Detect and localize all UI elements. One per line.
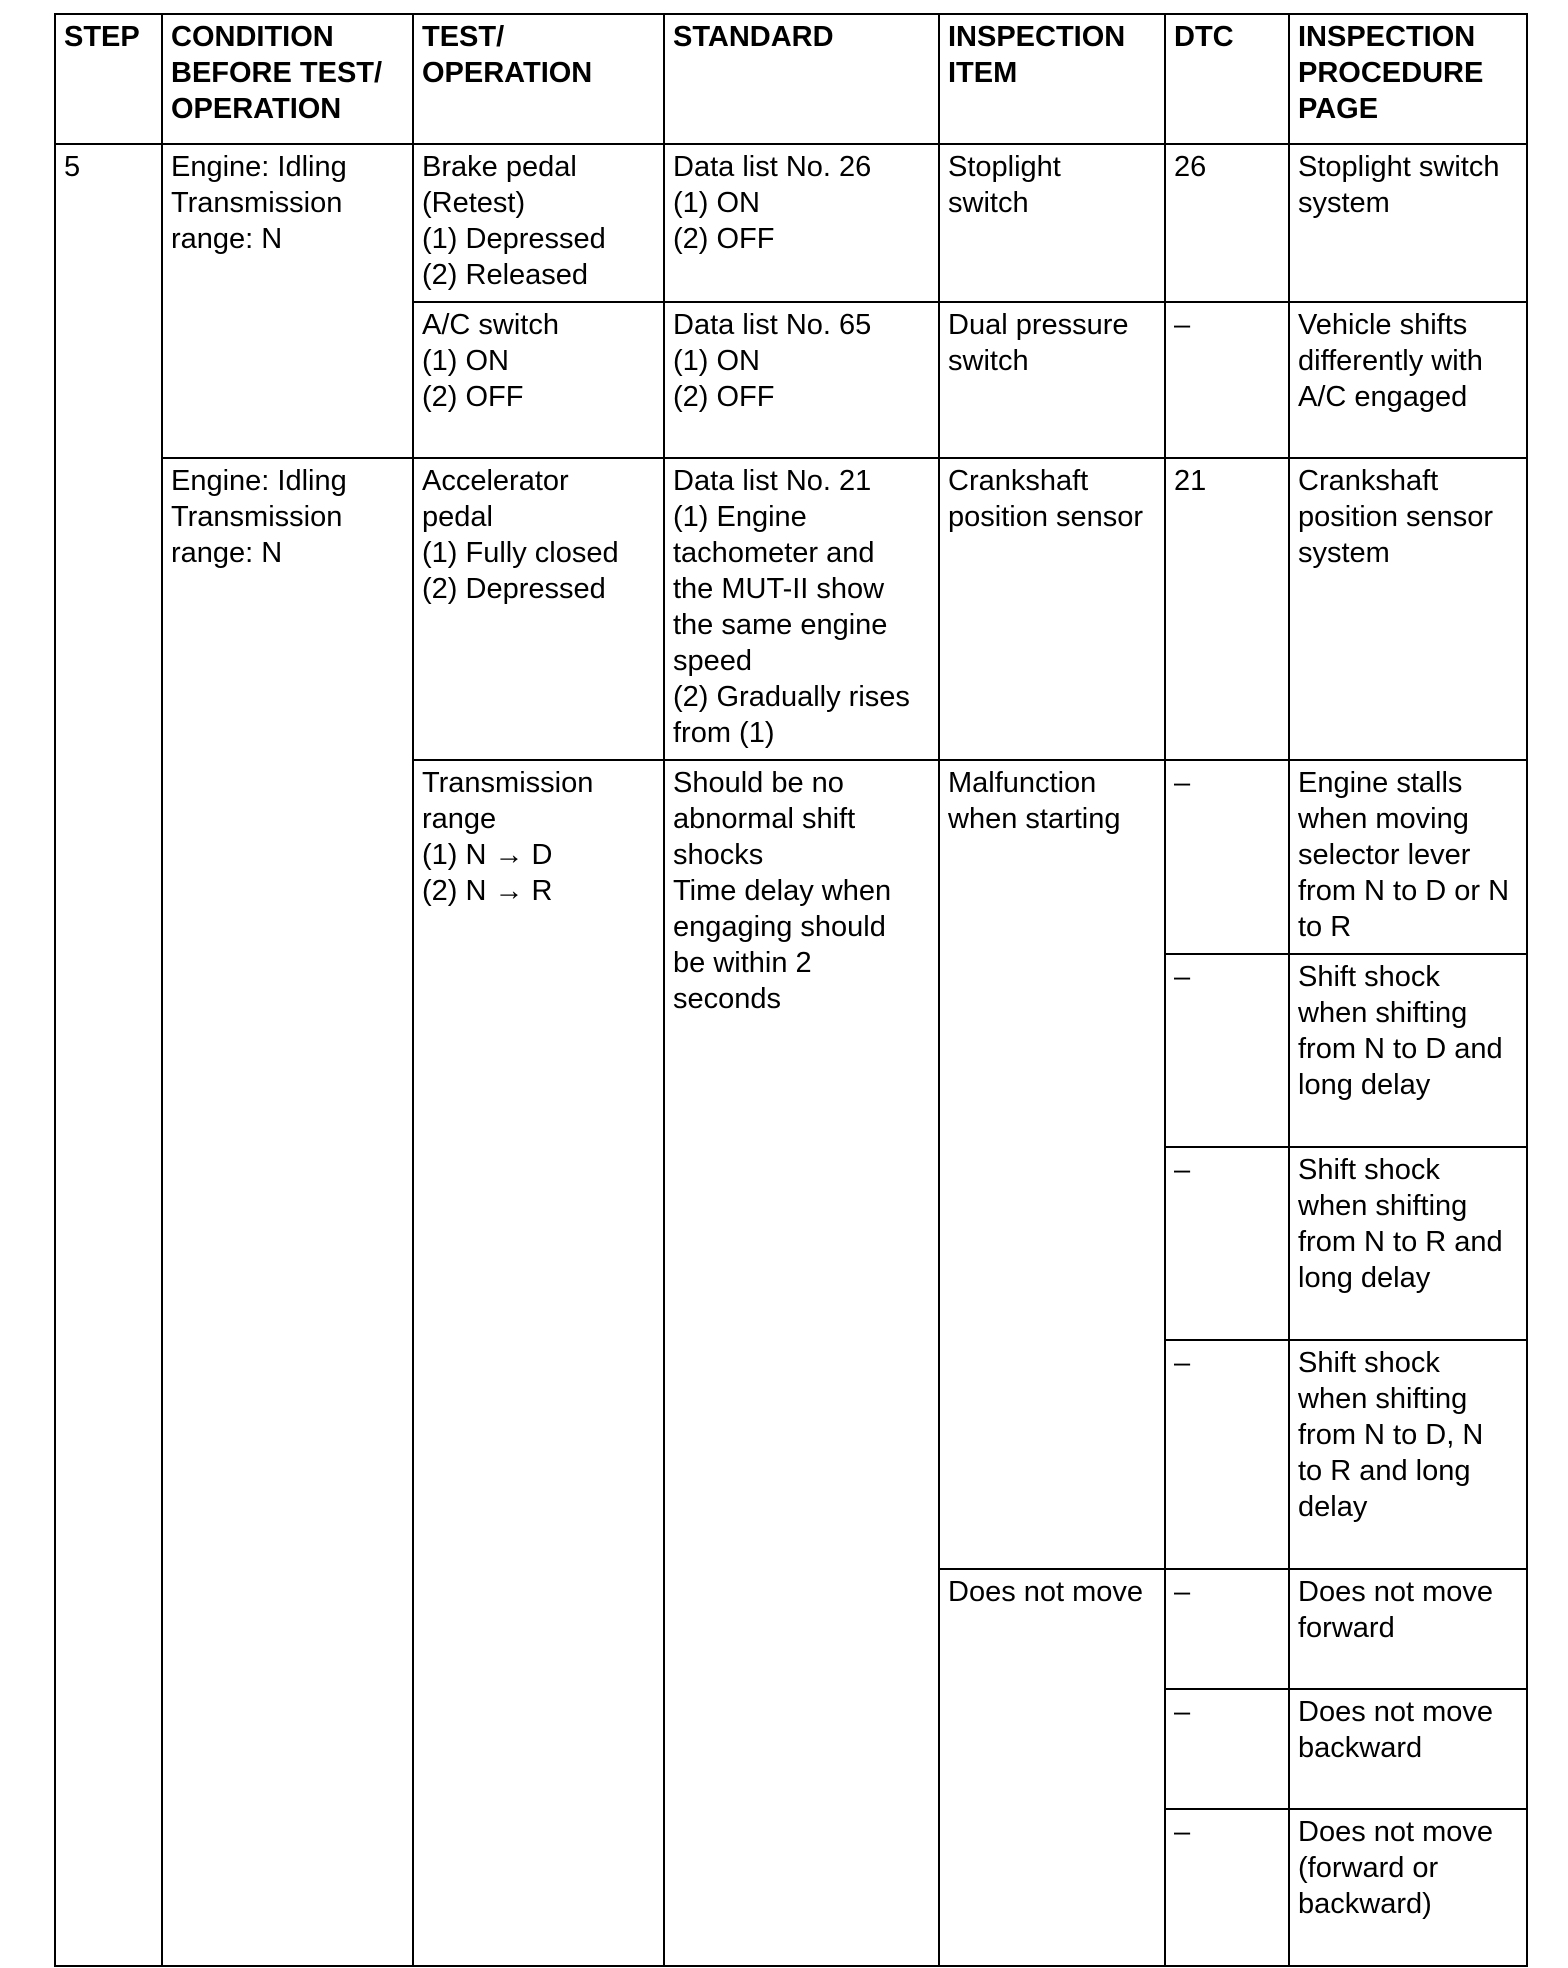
header-row (55, 14, 1527, 144)
procedure-page-cell: Shift shock when shifting from N to R and long delay (1289, 1147, 1527, 1340)
inspection-item-cell: Dual pressure switch (939, 302, 1165, 458)
inspection-table-container (54, 13, 1526, 1967)
header-step: STEP (55, 14, 162, 144)
table-row (55, 458, 1527, 760)
test-cell: Accelerator pedal (1) Fully closed (2) Depressed (413, 458, 664, 760)
inspection-table (54, 13, 1528, 1967)
dtc-cell: – (1165, 1340, 1289, 1569)
standard-cell: Data list No. 65 (1) ON (2) OFF (664, 302, 939, 458)
header-test-operation: TEST/ OPERATION (413, 14, 664, 144)
procedure-page-cell: Vehicle shifts differently with A/C engaged (1289, 302, 1527, 458)
procedure-page-cell: Does not move (forward or backward) (1289, 1809, 1527, 1966)
inspection-item-cell: Malfunction when starting (939, 760, 1165, 1569)
dtc-cell: – (1165, 760, 1289, 954)
standard-cell: Data list No. 21 (1) Engine tachometer and the MUT-II show the same engine speed (2) Gradually rises from (1) (664, 458, 939, 760)
condition-cell: Engine: Idling Transmission range: N (162, 144, 413, 458)
standard-cell: Should be no abnormal shift shocks Time delay when engaging should be within 2 seconds (664, 760, 939, 1966)
dtc-cell: – (1165, 302, 1289, 458)
header-inspection-item: INSPECTION ITEM (939, 14, 1165, 144)
dtc-cell: – (1165, 1147, 1289, 1340)
header-standard: STANDARD (664, 14, 939, 144)
dtc-cell: 26 (1165, 144, 1289, 302)
test-cell: Brake pedal (Retest) (1) Depressed (2) Released (413, 144, 664, 302)
procedure-page-cell: Shift shock when shifting from N to D, N to R and long delay (1289, 1340, 1527, 1569)
standard-cell: Data list No. 26 (1) ON (2) OFF (664, 144, 939, 302)
dtc-cell: – (1165, 1689, 1289, 1809)
header-procedure-page: INSPECTION PROCEDURE PAGE (1289, 14, 1527, 144)
dtc-cell: – (1165, 1809, 1289, 1966)
test-cell: Transmission range (1) N → D (2) N → R (413, 760, 664, 1966)
inspection-item-cell: Does not move (939, 1569, 1165, 1966)
procedure-page-cell: Does not move forward (1289, 1569, 1527, 1689)
procedure-page-cell: Shift shock when shifting from N to D and long delay (1289, 954, 1527, 1147)
procedure-page-cell: Engine stalls when moving selector lever from N to D or N to R (1289, 760, 1527, 954)
header-dtc: DTC (1165, 14, 1289, 144)
test-cell: A/C switch (1) ON (2) OFF (413, 302, 664, 458)
procedure-page-cell: Does not move backward (1289, 1689, 1527, 1809)
procedure-page-cell: Crankshaft position sensor system (1289, 458, 1527, 760)
dtc-cell: – (1165, 954, 1289, 1147)
step-cell: 5 (55, 144, 162, 1966)
table-row (55, 144, 1527, 302)
dtc-cell: – (1165, 1569, 1289, 1689)
procedure-page-cell: Stoplight switch system (1289, 144, 1527, 302)
condition-cell: Engine: Idling Transmission range: N (162, 458, 413, 1966)
header-condition: CONDITION BEFORE TEST/ OPERATION (162, 14, 413, 144)
dtc-cell: 21 (1165, 458, 1289, 760)
inspection-item-cell: Crankshaft position sensor (939, 458, 1165, 760)
inspection-item-cell: Stoplight switch (939, 144, 1165, 302)
